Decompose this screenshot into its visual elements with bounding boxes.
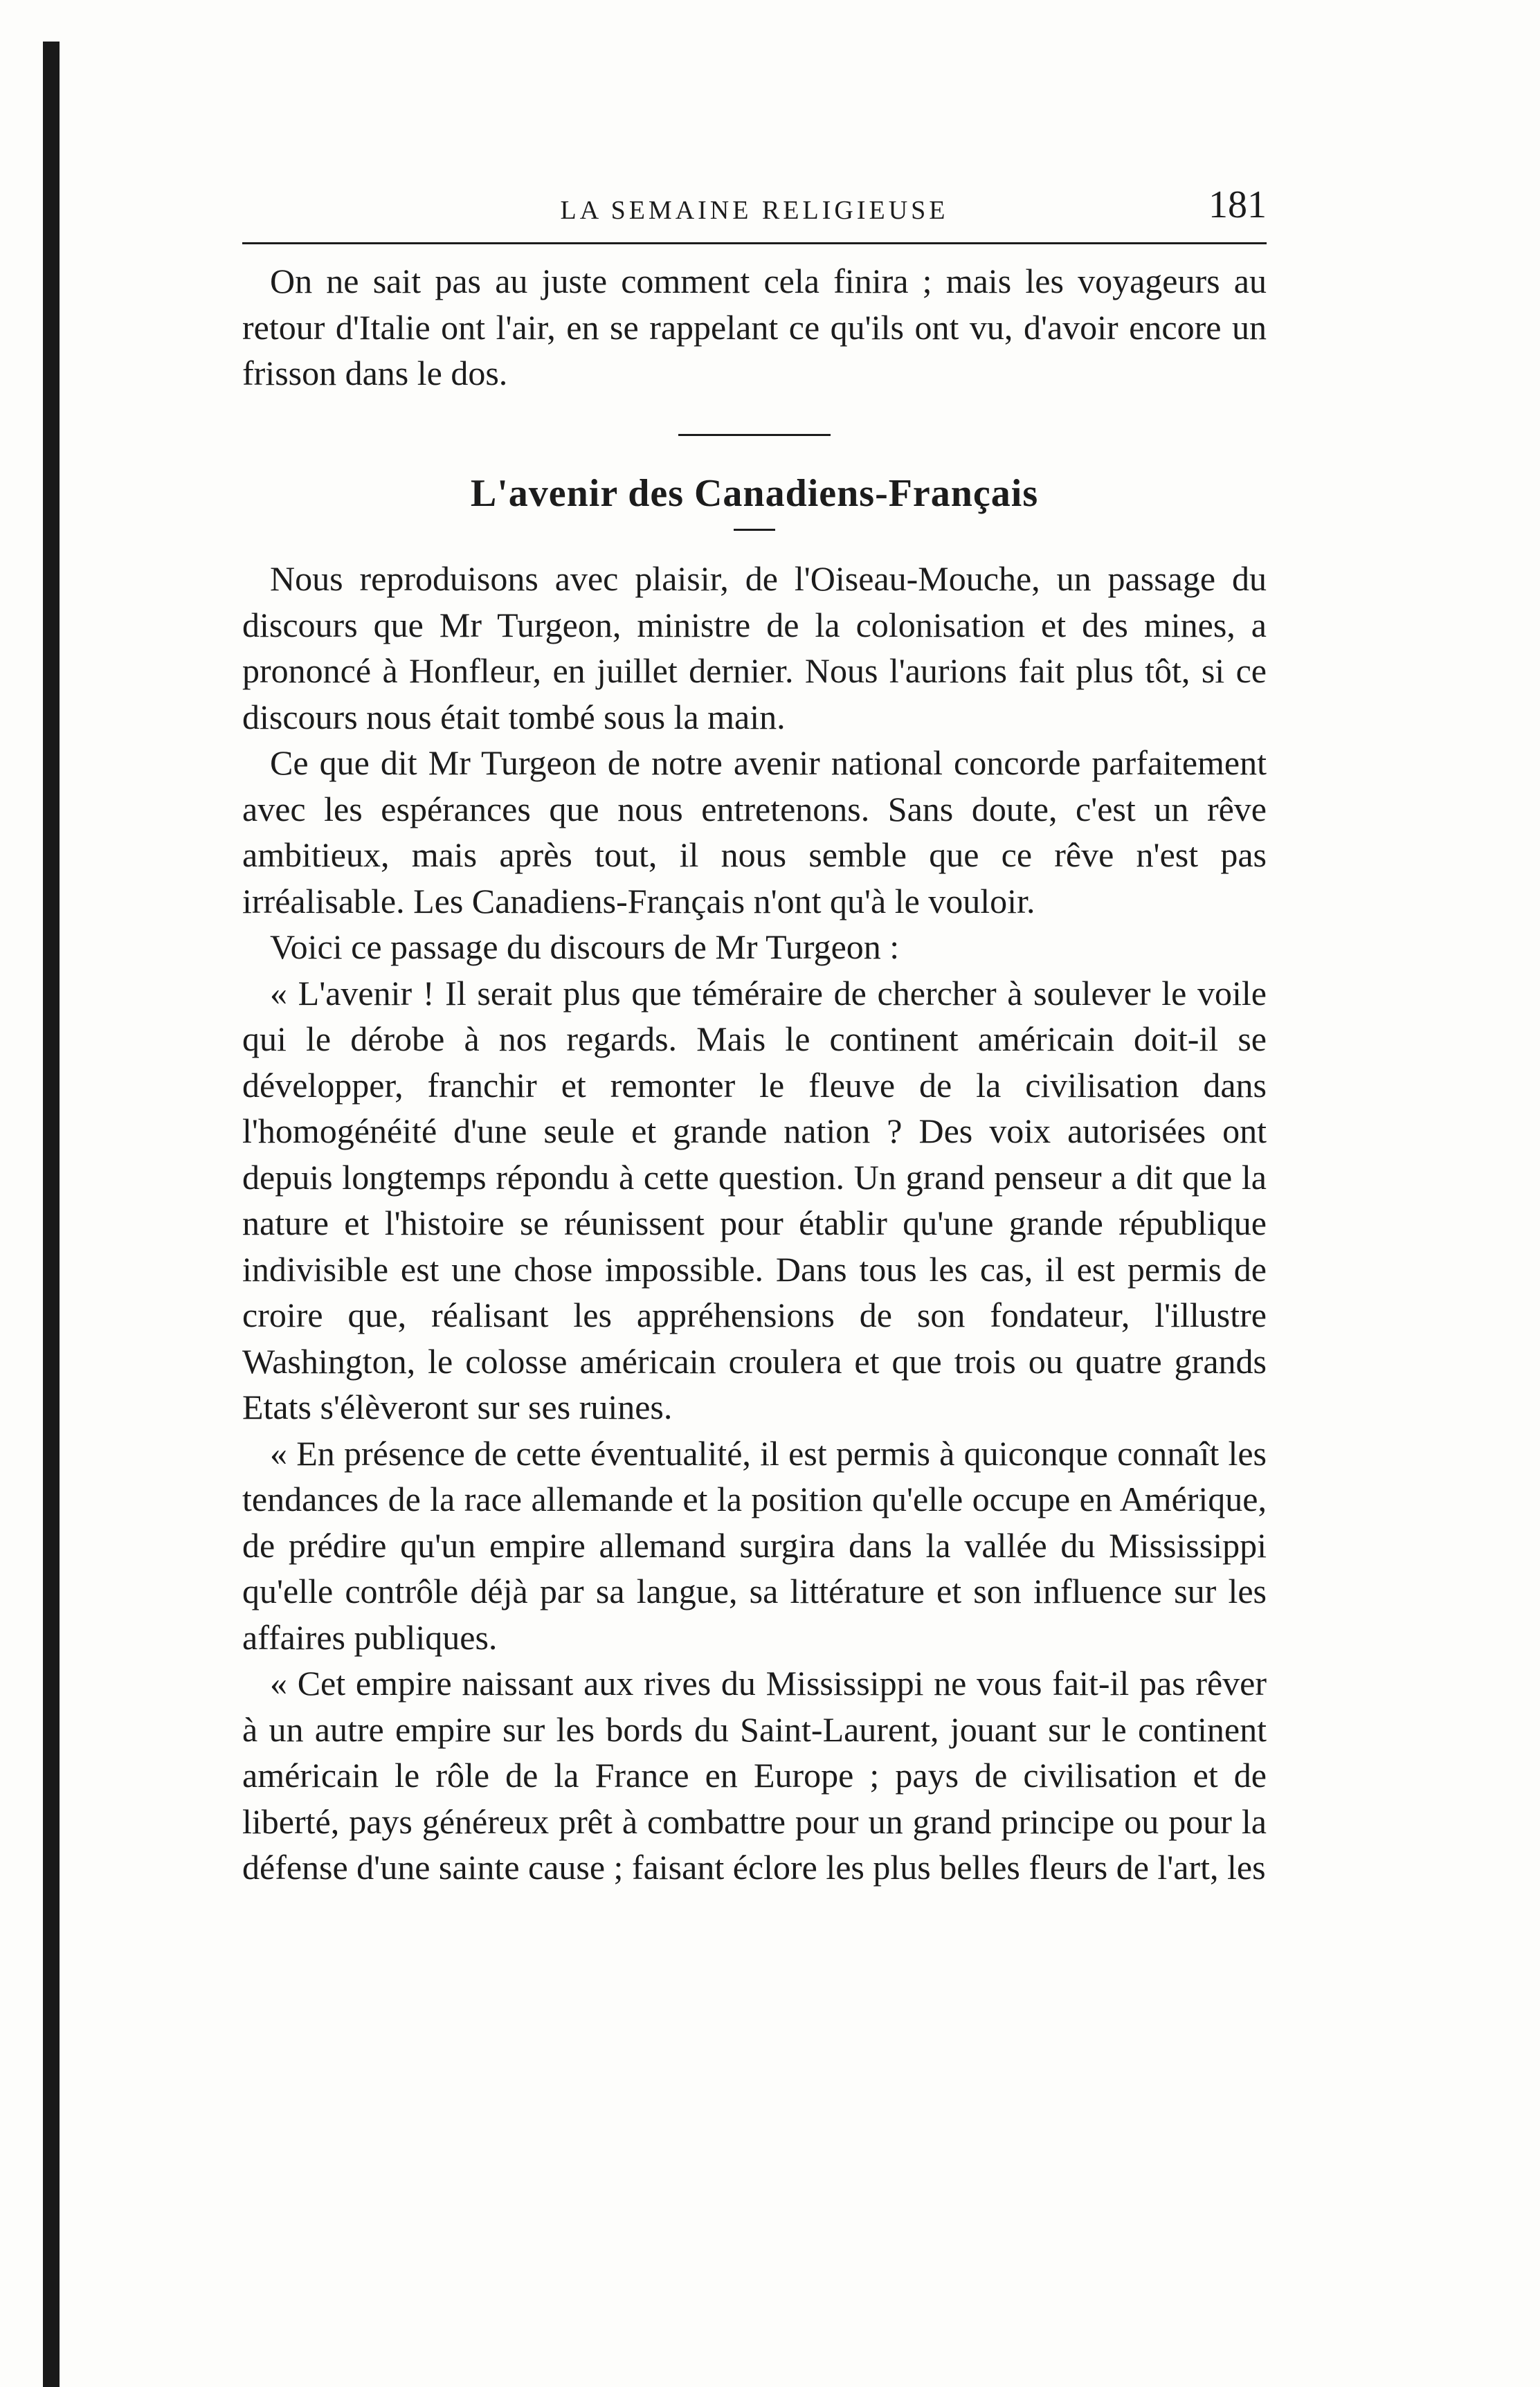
page-body xyxy=(242,258,1267,1891)
running-head xyxy=(242,181,1267,237)
page-number: 181 xyxy=(1208,183,1267,226)
section-separator xyxy=(678,434,831,436)
section-title: L'avenir des Canadiens-Français xyxy=(470,471,1039,515)
intro-paragraph: On ne sait pas au juste comment cela finira ; mais les voyageurs au retour d'Italie ont l'air, en se rappelant ce qu'ils ont vu, d'avoir encore un frisson dans le dos. xyxy=(242,262,1267,392)
paragraph: « L'avenir ! Il serait plus que téméraire de chercher à soulever le voile qui le dérobe à nos regards. Mais le continent américain doit-il se développer, franchir et remonter le fleuve de la civilisation dans l'homogénéité d'une seule et grande nation ? Des voix autorisées ont depuis longtemps répondu à cette question. Un grand penseur a dit que la nature et l'histoire se réunissent pour établir qu'une grande république indivisible est une chose impossible. Dans tous les cas, il est permis de croire que, réalisant les appréhensions de son fondateur, l'illustre Washington, le colosse américain croulera et que trois ou quatre grands Etats s'élèveront sur ses ruines. xyxy=(242,973,1267,1426)
running-title: LA SEMAINE RELIGIEUSE xyxy=(560,196,949,225)
paragraph: Voici ce passage du discours de Mr Turgeon : xyxy=(270,927,900,966)
binding-edge xyxy=(43,42,60,2387)
paragraph: Nous reproduisons avec plaisir, de l'Oiseau-Mouche, un passage du discours que Mr Turgeon, ministre de la colonisation et des mines, a prononcé à Honfleur, en juillet dernier. Nous l'aurions fait plus tôt, si ce discours nous était tombé sous la main. xyxy=(242,559,1267,736)
paragraph: « Cet empire naissant aux rives du Mississippi ne vous fait-il pas rêver à un autre empire sur les bords du Saint-Laurent, jouant sur le continent américain le rôle de la France en Europe ; pays de civilisation et de liberté, pays généreux prêt à combattre pour un grand principe ou pour la défense d'une sainte cause ; faisant éclore les plus belles fleurs de l'art, les xyxy=(242,1664,1267,1887)
paragraph: « En présence de cette éventualité, il est permis à quiconque connaît les tendances de la race allemande et la position qu'elle occupe en Amérique, de prédire qu'un empire allemand surgira dans la vallée du Mississippi qu'elle contrôle déjà par sa langue, sa littérature et son influence sur les affaires publiques. xyxy=(242,1433,1267,1657)
book-page xyxy=(242,181,1267,1891)
paragraph: Ce que dit Mr Turgeon de notre avenir national concorde parfaitement avec les espérances que nous entretenons. Sans doute, c'est un rêve ambitieux, mais après tout, il nous semble que ce rêve n'est pas irréalisable. Les Canadiens-Français n'ont qu'à le vouloir. xyxy=(242,743,1267,920)
title-dash xyxy=(734,529,775,531)
header-rule xyxy=(242,242,1267,244)
